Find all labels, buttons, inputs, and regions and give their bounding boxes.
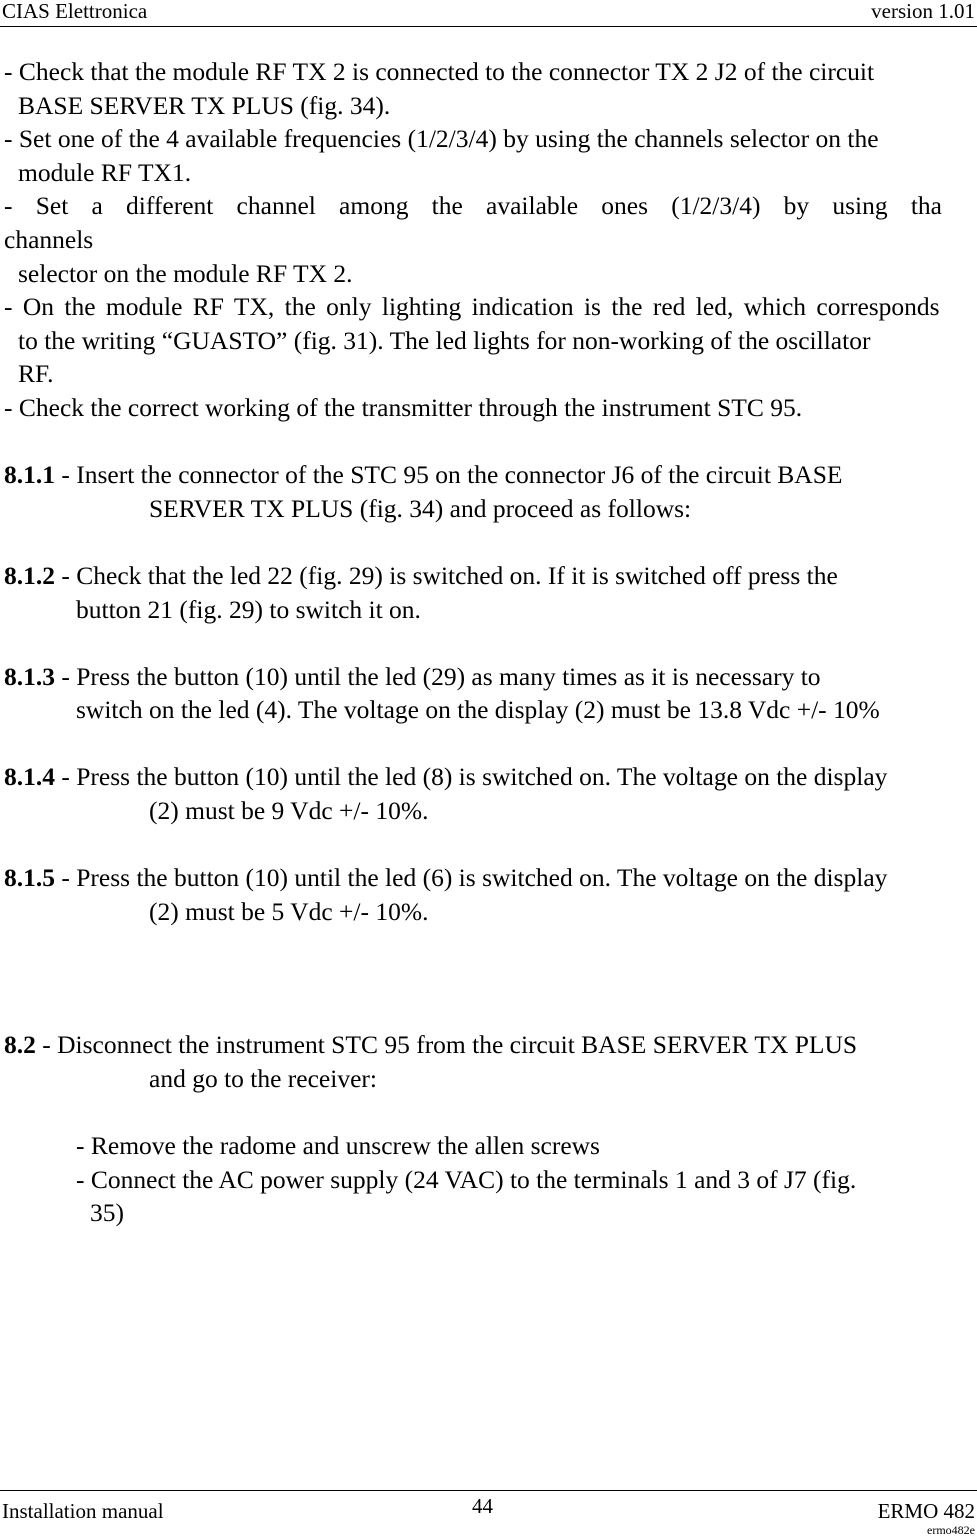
page-footer — [0, 1490, 977, 1539]
step-connect-power: - Connect the AC power supply (24 VAC) to the terminals 1 and 3 of J7 (fig. — [76, 1164, 857, 1194]
section-8-1-4: 8.1.4 - Press the button (10) until the led (8) is switched on. The voltage on the display — [4, 762, 888, 792]
section-8-1-1-cont: SERVER TX PLUS (fig. 34) and proceed as follows: — [149, 493, 692, 523]
step-remove-radome: - Remove the radome and unscrew the allen screws — [76, 1131, 600, 1161]
section-8-1-5-cont: (2) must be 5 Vdc +/- 10%. — [149, 896, 429, 926]
section-8-1-1: 8.1.1 - Insert the connector of the STC 95 on the connector J6 of the circuit BASE — [4, 460, 843, 490]
paragraph-led-indication: - On the module RF TX, the only lighting indication is the red led, which corresponds — [4, 292, 940, 322]
company-name: CIAS Elettronica — [2, 0, 148, 23]
document-version: version 1.01 — [871, 0, 975, 23]
paragraph-led-indication-end: RF. — [18, 359, 54, 389]
paragraph-check-transmitter: - Check the correct working of the transmitter through the instrument STC 95. — [4, 392, 803, 422]
step-connect-power-cont: 35) — [90, 1198, 124, 1228]
paragraph-set-channel-cont: selector on the module RF TX 2. — [18, 258, 353, 288]
section-8-1-3: 8.1.3 - Press the button (10) until the led (29) as many times as it is necessary to — [4, 661, 821, 691]
page-number: 44 — [472, 1494, 493, 1518]
section-number: 8.1.4 — [4, 762, 55, 792]
section-8-1-4-cont: (2) must be 9 Vdc +/- 10%. — [149, 796, 429, 826]
section-number: 8.2 — [4, 1030, 36, 1060]
section-8-2-cont: and go to the receiver: — [149, 1064, 377, 1094]
section-8-1-2-cont: button 21 (fig. 29) to switch it on. — [76, 594, 421, 624]
section-8-2: 8.2 - Disconnect the instrument STC 95 from the circuit BASE SERVER TX PLUS — [4, 1030, 858, 1060]
manual-title: Installation manual — [2, 1499, 164, 1523]
page-body — [4, 55, 942, 1230]
paragraph-set-channel: - Set a different channel among the available ones (1/2/3/4) by using tha channels — [4, 191, 942, 254]
section-number: 8.1.3 — [4, 661, 55, 691]
paragraph-check-module-cont: BASE SERVER TX PLUS (fig. 34). — [18, 90, 391, 120]
section-8-1-3-cont: switch on the led (4). The voltage on the display (2) must be 13.8 Vdc +/- 10% — [76, 695, 880, 725]
page-header — [0, 0, 977, 27]
section-8-1-2: 8.1.2 - Check that the led 22 (fig. 29) is switched on. If it is switched off press the — [4, 560, 838, 590]
section-number: 8.1.5 — [4, 863, 55, 893]
paragraph-led-indication-cont: to the writing “GUASTO” (fig. 31). The led lights for non-working of the oscillator — [18, 325, 871, 355]
product-name: ERMO 482 — [877, 1499, 975, 1523]
paragraph-check-module: - Check that the module RF TX 2 is connected to the connector TX 2 J2 of the circuit — [4, 57, 875, 86]
section-number: 8.1.1 — [4, 460, 55, 490]
section-8-1-5: 8.1.5 - Press the button (10) until the led (6) is switched on. The voltage on the display — [4, 863, 888, 893]
paragraph-set-frequency: - Set one of the 4 available frequencies (1/2/3/4) by using the channels selector on the — [4, 124, 879, 154]
paragraph-set-frequency-cont: module RF TX1. — [18, 157, 192, 187]
document-code: ermo482e — [927, 1523, 975, 1537]
section-number: 8.1.2 — [4, 560, 55, 590]
